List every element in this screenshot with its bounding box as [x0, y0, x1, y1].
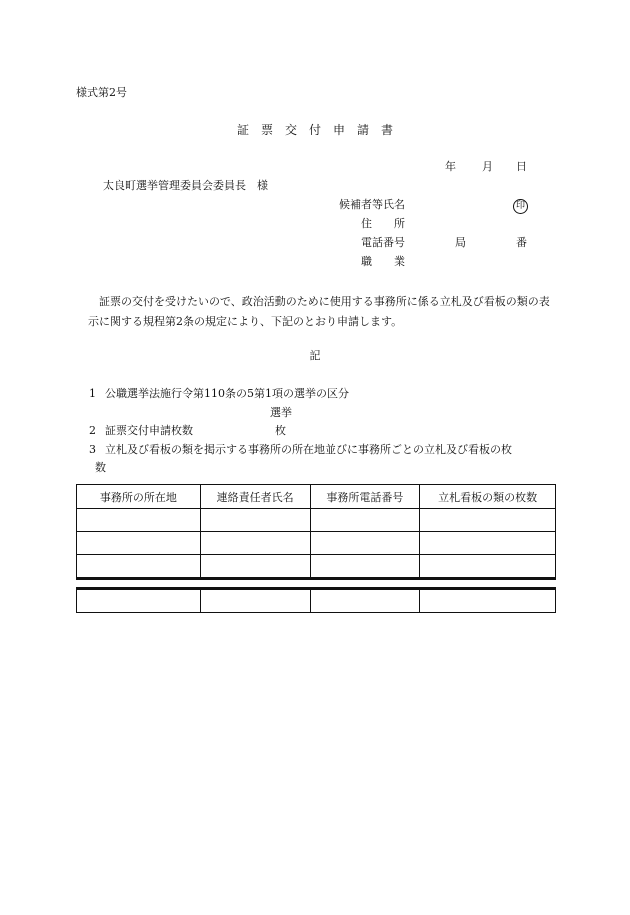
applicant-phone-label: 電話番号 — [361, 236, 405, 249]
table-row — [77, 509, 556, 532]
item-3-number: 3 — [89, 443, 96, 456]
body-text: 証票の交付を受けたいので、政治活動のために使用する事務所に係る立札及び看板の類の表示に関する規程第2条の規定により、下記のとおり申請します。 — [88, 295, 550, 328]
table-cell[interactable] — [310, 532, 420, 555]
table-cell[interactable] — [200, 555, 310, 579]
header-office-location: 事務所の所在地 — [77, 485, 201, 509]
date-month: 月 — [482, 160, 493, 173]
table-row — [77, 589, 556, 613]
phone-number: 番 — [516, 236, 527, 249]
table-cell[interactable] — [200, 589, 310, 613]
table-cell[interactable] — [310, 555, 420, 579]
item-2-text: 証票交付申請枚数 — [105, 424, 193, 437]
header-sign-count: 立札看板の類の枚数 — [420, 485, 556, 509]
table-cell[interactable] — [77, 532, 201, 555]
table-omission-divider — [77, 579, 556, 589]
table-cell[interactable] — [420, 589, 556, 613]
table-row — [77, 532, 556, 555]
table-row — [77, 555, 556, 579]
date-year: 年 — [445, 160, 456, 173]
table-cell[interactable] — [420, 555, 556, 579]
item-1-number: 1 — [89, 387, 96, 400]
applicant-occupation-label: 職 業 — [361, 255, 405, 268]
table-cell[interactable] — [310, 509, 420, 532]
phone-office: 局 — [455, 236, 466, 249]
header-office-phone: 事務所電話番号 — [310, 485, 420, 509]
election-suffix: 選挙 — [270, 406, 292, 419]
office-table — [76, 484, 556, 613]
form-number: 様式第2号 — [76, 86, 127, 99]
date-day: 日 — [516, 160, 527, 173]
table-cell[interactable] — [200, 509, 310, 532]
applicant-address-label: 住 所 — [361, 217, 405, 230]
table-cell[interactable] — [77, 589, 201, 613]
table-cell[interactable] — [310, 589, 420, 613]
table-header-row — [77, 485, 556, 509]
table-cell[interactable] — [77, 509, 201, 532]
count-suffix: 枚 — [275, 424, 286, 437]
applicant-name-label: 候補者等氏名 — [339, 198, 405, 211]
document-title: 証 票 交 付 申 請 書 — [236, 123, 393, 137]
addressee: 太良町選挙管理委員会委員長 様 — [103, 179, 268, 192]
item-1-text: 公職選挙法施行令第110条の5第1項の選挙の区分 — [105, 387, 349, 400]
table-cell[interactable] — [77, 555, 201, 579]
ki-heading: 記 — [309, 349, 321, 362]
header-contact-person: 連絡責任者氏名 — [200, 485, 310, 509]
item-3-text: 立札及び看板の類を掲示する事務所の所在地並びに事務所ごとの立札及び看板の枚 — [105, 443, 512, 456]
table-cell[interactable] — [200, 532, 310, 555]
body-paragraph — [88, 292, 558, 332]
seal-icon — [513, 198, 528, 214]
omission-divider-cell — [77, 579, 556, 589]
table-cell[interactable] — [420, 509, 556, 532]
item-3-continuation: 数 — [95, 461, 106, 474]
item-2-number: 2 — [89, 424, 96, 437]
table-cell[interactable] — [420, 532, 556, 555]
seal-mark: 印 — [513, 199, 528, 214]
